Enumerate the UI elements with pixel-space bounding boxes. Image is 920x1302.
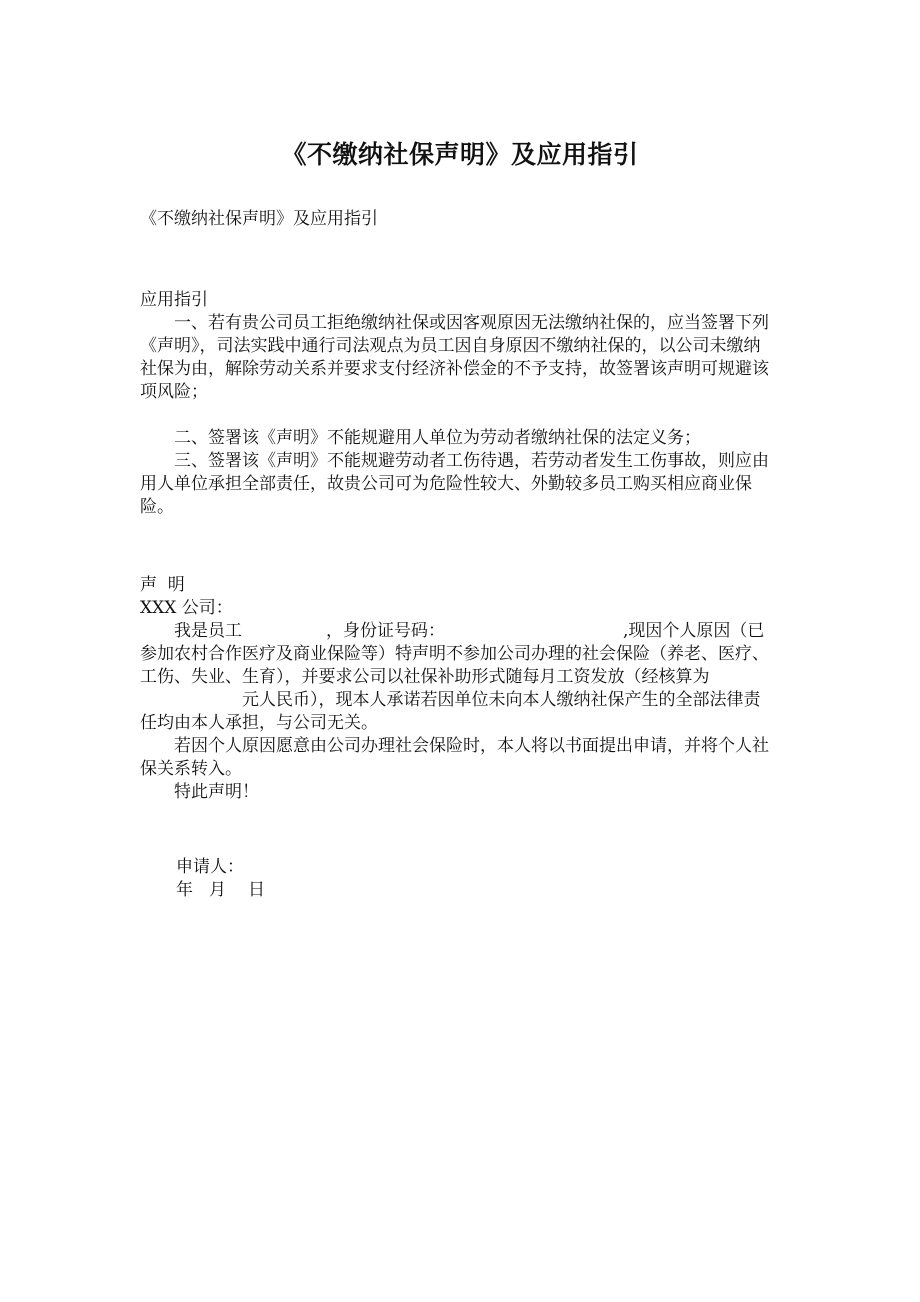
document-subtitle: 《不缴纳社保声明》及应用指引 — [140, 209, 378, 229]
statement-text: 元人民币），现本人承诺若因单位未向本人缴纳社保产生的全部法律责任均由本人承担，与公司无关。 — [140, 690, 761, 733]
spacer — [140, 804, 775, 856]
date-month: 月 — [209, 880, 226, 900]
page-title: 《不缴纳社保声明》及应用指引 — [281, 139, 639, 169]
statement-addressee: XXX 公司： — [140, 598, 233, 618]
guide-item-1: 一、若有贵公司员工拒绝缴纳社保或因客观原因无法缴纳社保的，应当签署下列《声明》，司法实践中通行司法观点为员工因自身原因不缴纳社保的，以公司未缴纳社保为由，解除劳动关系并要求支付经济补偿金的不予支持，故签署该声明可规避该项风险； — [140, 313, 769, 402]
spacer — [140, 519, 775, 574]
guide-item-2: 二、签署该《声明》不能规避用人单位为劳动者缴纳社保的法定义务； — [174, 428, 701, 448]
statement-text: 我是员工 — [174, 621, 242, 641]
document-body — [140, 208, 775, 902]
date-year: 年 — [176, 880, 193, 900]
spacer — [140, 404, 775, 427]
guide-heading: 应用指引 — [140, 290, 208, 310]
guide-item-3: 三、签署该《声明》不能规避劳动者工伤待遇，若劳动者发生工伤事故，则应由用人单位承担全部责任，故贵公司可为危险性较大、外勤较多员工购买相应商业保险。 — [140, 451, 769, 517]
applicant-label: 申请人： — [176, 857, 244, 877]
signature-date — [140, 879, 775, 902]
statement-paragraph-2: 若因个人原因愿意由公司办理社会保险时，本人将以书面提出申请，并将个人社保关系转入。 — [140, 736, 769, 779]
statement-text: ,现因个人原因（已参加农村合作医疗及商业保险等）特声明不参加公司办理的社会保险（养老、医疗、工伤、失业、生育），并要求公司以社保补助形式随每月工资发放（经核算为 — [140, 621, 769, 687]
statement-paragraph-3: 特此声明！ — [174, 782, 259, 802]
statement-heading: 声 明 — [140, 575, 185, 595]
statement-paragraph-1 — [140, 620, 775, 735]
statement-text: ，身份证号码： — [326, 621, 445, 641]
date-day: 日 — [248, 880, 265, 900]
